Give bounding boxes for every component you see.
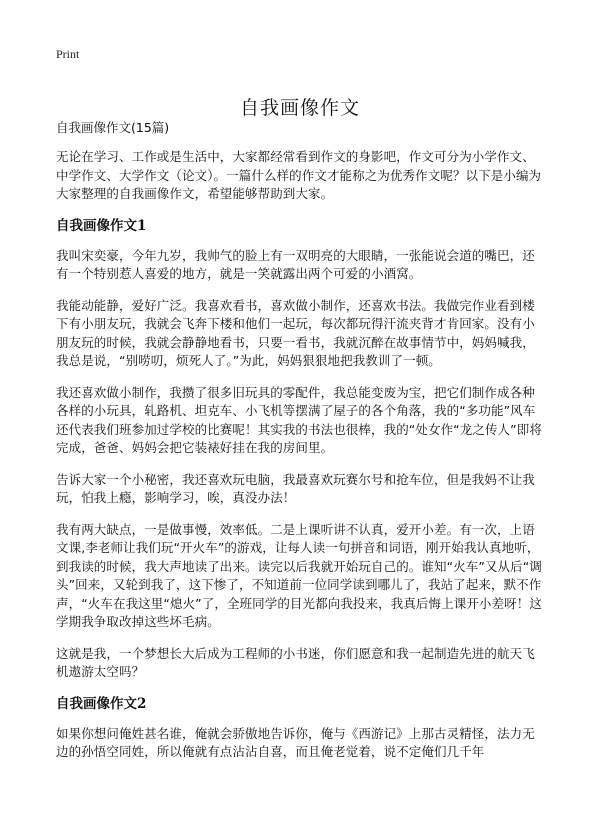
section-heading: 自我画像作文2 bbox=[56, 695, 147, 712]
paragraph: 我还喜欢做小制作，我攒了很多旧玩具的零配件，我总能变废为宝，把它们制作成各种各样的小玩具，轧路机、坦克车、小飞机等摆满了屋子的各个角落，我的“多功能”风车还代表我们班参加过学校的比赛呢！其实我的书法也很棒，我的“处女作“龙之传人”即将完成，爸爸、妈妈会把它装裱好挂在我的房间里。 bbox=[56, 384, 542, 455]
paragraph: 这就是我，一个梦想长大后成为工程师的小书迷，你们愿意和我一起制造先进的航天飞机遨游太空吗？ bbox=[56, 645, 535, 679]
paragraph: 告诉大家一个小秘密，我还喜欢玩电脑，我最喜欢玩赛尔号和抢车位，但是我妈不让我玩，怕我上瘾，影响学习，唉，真没办法！ bbox=[56, 471, 535, 505]
article-subtitle: 自我画像作文(15篇) bbox=[56, 120, 170, 135]
print-link[interactable]: Print bbox=[56, 47, 80, 61]
section-1 bbox=[56, 217, 546, 682]
page-title: 自我画像作文 bbox=[239, 96, 360, 119]
paragraph: 我叫宋奕豪，今年九岁，我帅气的脸上有一双明亮的大眼睛，一张能说会道的嘴巴，还有一个特别惹人喜爱的地方，就是一笑就露出两个可爱的小酒窝。 bbox=[56, 247, 535, 281]
intro-paragraph: 无论在学习、工作或是生活中，大家都经常看到作文的身影吧，作文可分为小学作文、中学作文、大学作文（论文）。一篇什么样的作文才能称之为优秀作文呢？以下是小编为大家整理的自我画像作文，希望能够帮助到大家。 bbox=[56, 149, 542, 201]
section-heading: 自我画像作文1 bbox=[56, 217, 147, 234]
paragraph: 我有两大缺点，一是做事慢，效率低。二是上课听讲不认真，爱开小差。有一次，上语文课,李老师让我们玩“开火车”的游戏，让每人读一句拼音和词语，刚开始我认真地听，到我读的时候，我大声地读了出来。读完以后我就开始玩自己的。谁知“火车”又从后“调头”回来，又轮到我了，这下惨了，不知道前一位同学读到哪儿了，我站了起来，默不作声，“火车在我这里“熄火”了，全班同学的目光都向我投来，我真后悔上课开小差呀！这学期我争取改掉这些坏毛病。 bbox=[56, 521, 542, 629]
article-body bbox=[56, 120, 546, 775]
paragraph: 如果你想问俺姓甚名谁，俺就会骄傲地告诉你，俺与《西游记》上那古灵精怪，法力无边的孙悟空同姓，所以俺就有点沾沾自喜，而且俺老觉着，说不定俺们几千年 bbox=[56, 725, 535, 759]
section-2 bbox=[56, 695, 546, 762]
paragraph: 我能动能静，爱好广泛。我喜欢看书，喜欢做小制作，还喜欢书法。我做完作业看到楼下有小朋友玩，我就会飞奔下楼和他们一起玩，每次都玩得汗流夹背才肯回家。没有小朋友玩的时候，我就会静静地看书，只要一看书，我就沉醉在故事情节中，妈妈喊我，我总是说，“别唠叨，烦死人了。”为此，妈妈狠狠地把我教训了一顿。 bbox=[56, 297, 535, 368]
